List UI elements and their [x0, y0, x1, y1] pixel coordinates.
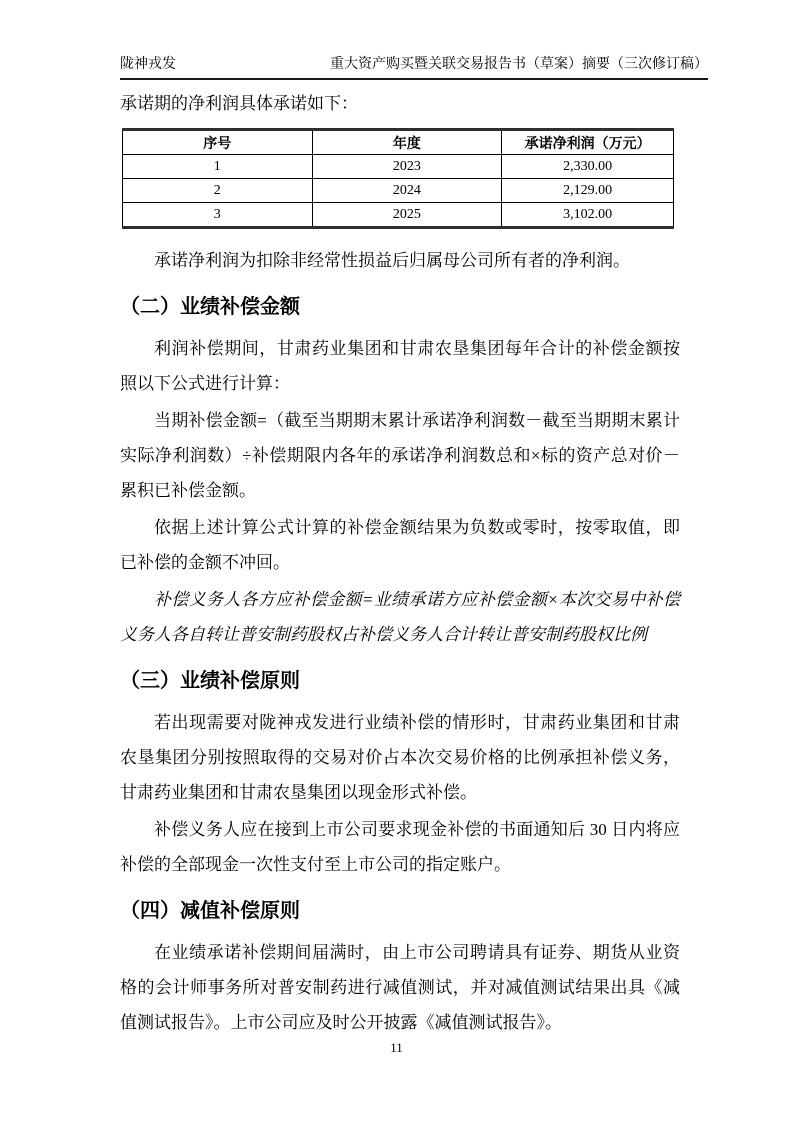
section-paragraph: 若出现需要对陇神戎发进行业绩补偿的情形时，甘肃药业集团和甘肃农垦集团分别按照取得的交易对价占本次交易价格的比例承担补偿义务，甘肃药业集团和甘肃农垦集团以现金形式补偿。: [120, 713, 680, 802]
formula-paragraph: 当期补偿金额=（截至当期期末累计承诺净利润数－截至当期期末累计实际净利润数）÷补偿期限内各年的承诺净利润数总和×标的资产总对价－累积已补偿金额。: [120, 411, 680, 500]
table-row: [123, 155, 674, 179]
section-heading: （二）业绩补偿金额: [120, 296, 300, 318]
cell-year: 2023: [312, 155, 502, 179]
page-content: [120, 86, 680, 1042]
header-document-title: 重大资产购买暨关联交易报告书（草案）摘要（三次修订稿）: [330, 57, 708, 72]
page-header: [120, 53, 708, 80]
table-row: [123, 179, 674, 203]
cell-profit: 2,129.00: [502, 179, 674, 203]
table-row: [123, 203, 674, 228]
quoted-formula-paragraph: 补偿义务人各方应补偿金额=业绩承诺方应补偿金额×本次交易中补偿义务人各自转让普安制药股权占补偿义务人合计转让普安制药股权比例: [120, 590, 680, 644]
section-paragraph: 补偿义务人应在接到上市公司要求现金补偿的书面通知后 30 日内将应补偿的全部现金一次性支付至上市公司的指定账户。: [120, 820, 680, 874]
cell-profit: 3,102.00: [502, 203, 674, 228]
cell-index: 3: [123, 203, 313, 228]
page-number: 11: [390, 1040, 403, 1055]
section-heading: （四）减值补偿原则: [120, 900, 300, 922]
cell-index: 1: [123, 155, 313, 179]
section-performance-compensation-principle: [120, 667, 680, 882]
section-performance-compensation-amount: [120, 293, 680, 652]
cell-year: 2024: [312, 179, 502, 203]
section-impairment-compensation-principle: [120, 897, 680, 1040]
section-paragraph: 在业绩承诺补偿期间届满时，由上市公司聘请具有证券、期货从业资格的会计师事务所对普安制药进行减值测试，并对减值测试结果出具《减值测试报告》。上市公司应及时公开披露《减值测试报告》。: [120, 943, 680, 1032]
intro-paragraph: 承诺期的净利润具体承诺如下：: [120, 94, 358, 113]
cell-index: 2: [123, 179, 313, 203]
profit-commitment-table: [122, 128, 674, 229]
header-company-name: 陇神戎发: [120, 57, 176, 72]
page-footer: [0, 1040, 793, 1056]
cell-year: 2025: [312, 203, 502, 228]
table-header-row: [123, 130, 674, 155]
col-header-year: 年度: [312, 130, 502, 155]
cell-profit: 2,330.00: [502, 155, 674, 179]
col-header-profit: 承诺净利润（万元）: [502, 130, 674, 155]
section-heading: （三）业绩补偿原则: [120, 670, 300, 692]
table-note-paragraph: 承诺净利润为扣除非经常性损益后归属母公司所有者的净利润。: [154, 251, 630, 270]
section-paragraph: 依据上述计算公式计算的补偿金额结果为负数或零时，按零取值，即已补偿的金额不冲回。: [120, 518, 680, 572]
col-header-index: 序号: [123, 130, 313, 155]
section-paragraph: 利润补偿期间，甘肃药业集团和甘肃农垦集团每年合计的补偿金额按照以下公式进行计算：: [120, 339, 680, 393]
